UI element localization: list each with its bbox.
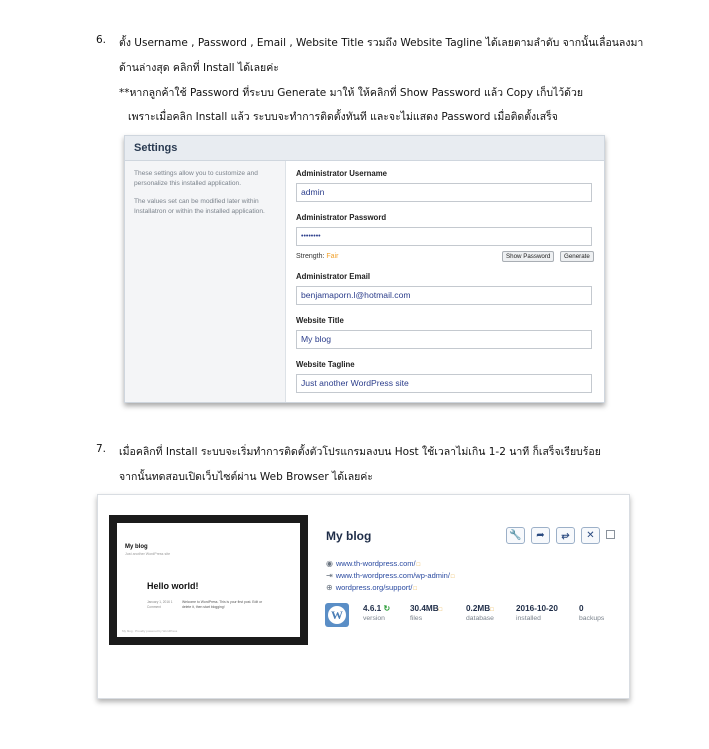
site-preview-thumbnail[interactable] — [109, 515, 308, 645]
tagline-input[interactable]: Just another WordPress site — [296, 374, 592, 393]
strength-value: Fair — [326, 253, 339, 260]
settings-help-text-1: These settings allow you to customize and personalize this installed application. — [134, 170, 258, 187]
installed-value: 2016-10-20 — [516, 604, 558, 613]
support-url-link[interactable]: wordpress.org/support/ — [335, 583, 413, 592]
external-link-icon: □ — [450, 574, 455, 580]
backups-stat — [579, 604, 604, 622]
admin-url-row[interactable] — [326, 571, 455, 580]
preview-post-text: Welcome to WordPress. This is your first post. Edit or delete it, then start blogging! — [182, 600, 263, 609]
wordpress-logo-icon: W — [325, 603, 349, 627]
external-link-icon: □ — [490, 607, 494, 613]
database-value: 0.2MB — [466, 604, 491, 613]
email-input[interactable]: benjamaporn.l@hotmail.com — [296, 286, 592, 305]
settings-title: Settings — [125, 136, 604, 161]
preview-post-title: Hello world! — [147, 581, 199, 591]
installation-title: My blog — [326, 529, 372, 543]
password-label: Administrator Password — [296, 213, 387, 222]
database-stat — [466, 604, 494, 622]
backups-label: backups — [579, 615, 605, 622]
version-value: 4.6.1 — [363, 604, 382, 613]
password-input[interactable]: •••••••• — [296, 227, 592, 246]
login-icon: ⇥ — [326, 571, 333, 580]
files-value: 30.4MB — [410, 604, 439, 613]
external-link-icon: □ — [416, 562, 421, 568]
tagline-label: Website Tagline — [296, 360, 355, 369]
database-label: database — [466, 615, 494, 622]
external-link-icon: □ — [413, 586, 418, 592]
support-url-row[interactable] — [326, 583, 417, 592]
preview-footer: My blog · Proudly powered by WordPress — [122, 629, 178, 633]
step-6-line-2: ด้านล่างสุด คลิกที่ Install ได้เลยค่ะ — [119, 62, 279, 74]
step-6-number: 6. — [96, 34, 107, 46]
strength-label: Strength: — [296, 253, 325, 260]
site-url-link[interactable]: www.th-wordpress.com/ — [335, 559, 416, 568]
preview-site-title: My blog — [125, 544, 148, 550]
password-strength — [296, 253, 338, 260]
step-7-line-2: จากนั้นทดสอบเปิดเว็บไซต์ผ่าน Web Browser ได้เลยค่ะ — [119, 471, 373, 483]
email-label: Administrator Email — [296, 272, 371, 281]
clone-icon[interactable]: ⥂ — [556, 527, 575, 544]
wrench-icon[interactable]: 🔧 — [506, 527, 525, 544]
step-7-number: 7. — [96, 443, 107, 455]
generate-button[interactable]: Generate — [560, 251, 594, 262]
settings-panel — [124, 135, 605, 403]
version-label: version — [363, 615, 385, 622]
share-arrow-icon[interactable]: ➦ — [531, 527, 550, 544]
step-6-note-line-1: **หากลูกค้าใช้ Password ที่ระบบ Generate มาให้ ให้คลิกที่ Show Password แล้ว Copy เก็บไว้ด้วย — [119, 87, 584, 99]
select-checkbox[interactable] — [606, 530, 615, 539]
installation-panel — [97, 494, 630, 699]
preview-post-meta: January 1, 2016 1 Comment — [147, 600, 173, 609]
step-6-note-line-2: เพราะเมื่อคลิก Install แล้ว ระบบจะทำการติดตั้งทันที และจะไม่แสดง Password เมื่อติดตั้งเสร็จ — [128, 111, 558, 123]
installed-stat — [516, 604, 558, 622]
settings-help — [125, 161, 286, 402]
step-7-line-1: เมื่อคลิกที่ Install ระบบจะเริ่มทำการติดตั้งตัวโปรแกรมลงบน Host ใช้เวลาไม่เกิน 1-2 นาที ก็เสร็จเรียบร้อย — [119, 446, 601, 458]
external-link-icon: □ — [438, 607, 443, 613]
admin-url-link[interactable]: www.th-wordpress.com/wp-admin/ — [335, 571, 450, 580]
files-stat — [410, 604, 442, 622]
show-password-button[interactable]: Show Password — [502, 251, 554, 262]
step-6-line-1: ตั้ง Username , Password , Email , Website Title รวมถึง Website Tagline ได้เลยตามลำดับ จากนั้นเลื่อนลงมา — [119, 37, 644, 49]
settings-help-text-2: The values set can be modified later within Installatron or within the installed application. — [134, 198, 265, 215]
files-label: files — [410, 615, 423, 622]
refresh-icon[interactable]: ↻ — [383, 604, 391, 613]
site-url-row[interactable] — [326, 559, 420, 568]
username-input[interactable]: admin — [296, 183, 592, 202]
installed-label: installed — [516, 615, 541, 622]
username-label: Administrator Username — [296, 169, 387, 178]
site-title-label: Website Title — [296, 316, 344, 325]
version-stat — [363, 604, 390, 622]
preview-tagline: Just another WordPress site — [125, 552, 171, 556]
panel-blank-area — [98, 647, 629, 698]
location-pin-icon: ◉ — [326, 559, 333, 568]
lifebuoy-icon: ⊕ — [326, 583, 333, 592]
backups-value: 0 — [579, 604, 584, 613]
site-title-input[interactable]: My blog — [296, 330, 592, 349]
close-icon[interactable]: ✕ — [581, 527, 600, 544]
